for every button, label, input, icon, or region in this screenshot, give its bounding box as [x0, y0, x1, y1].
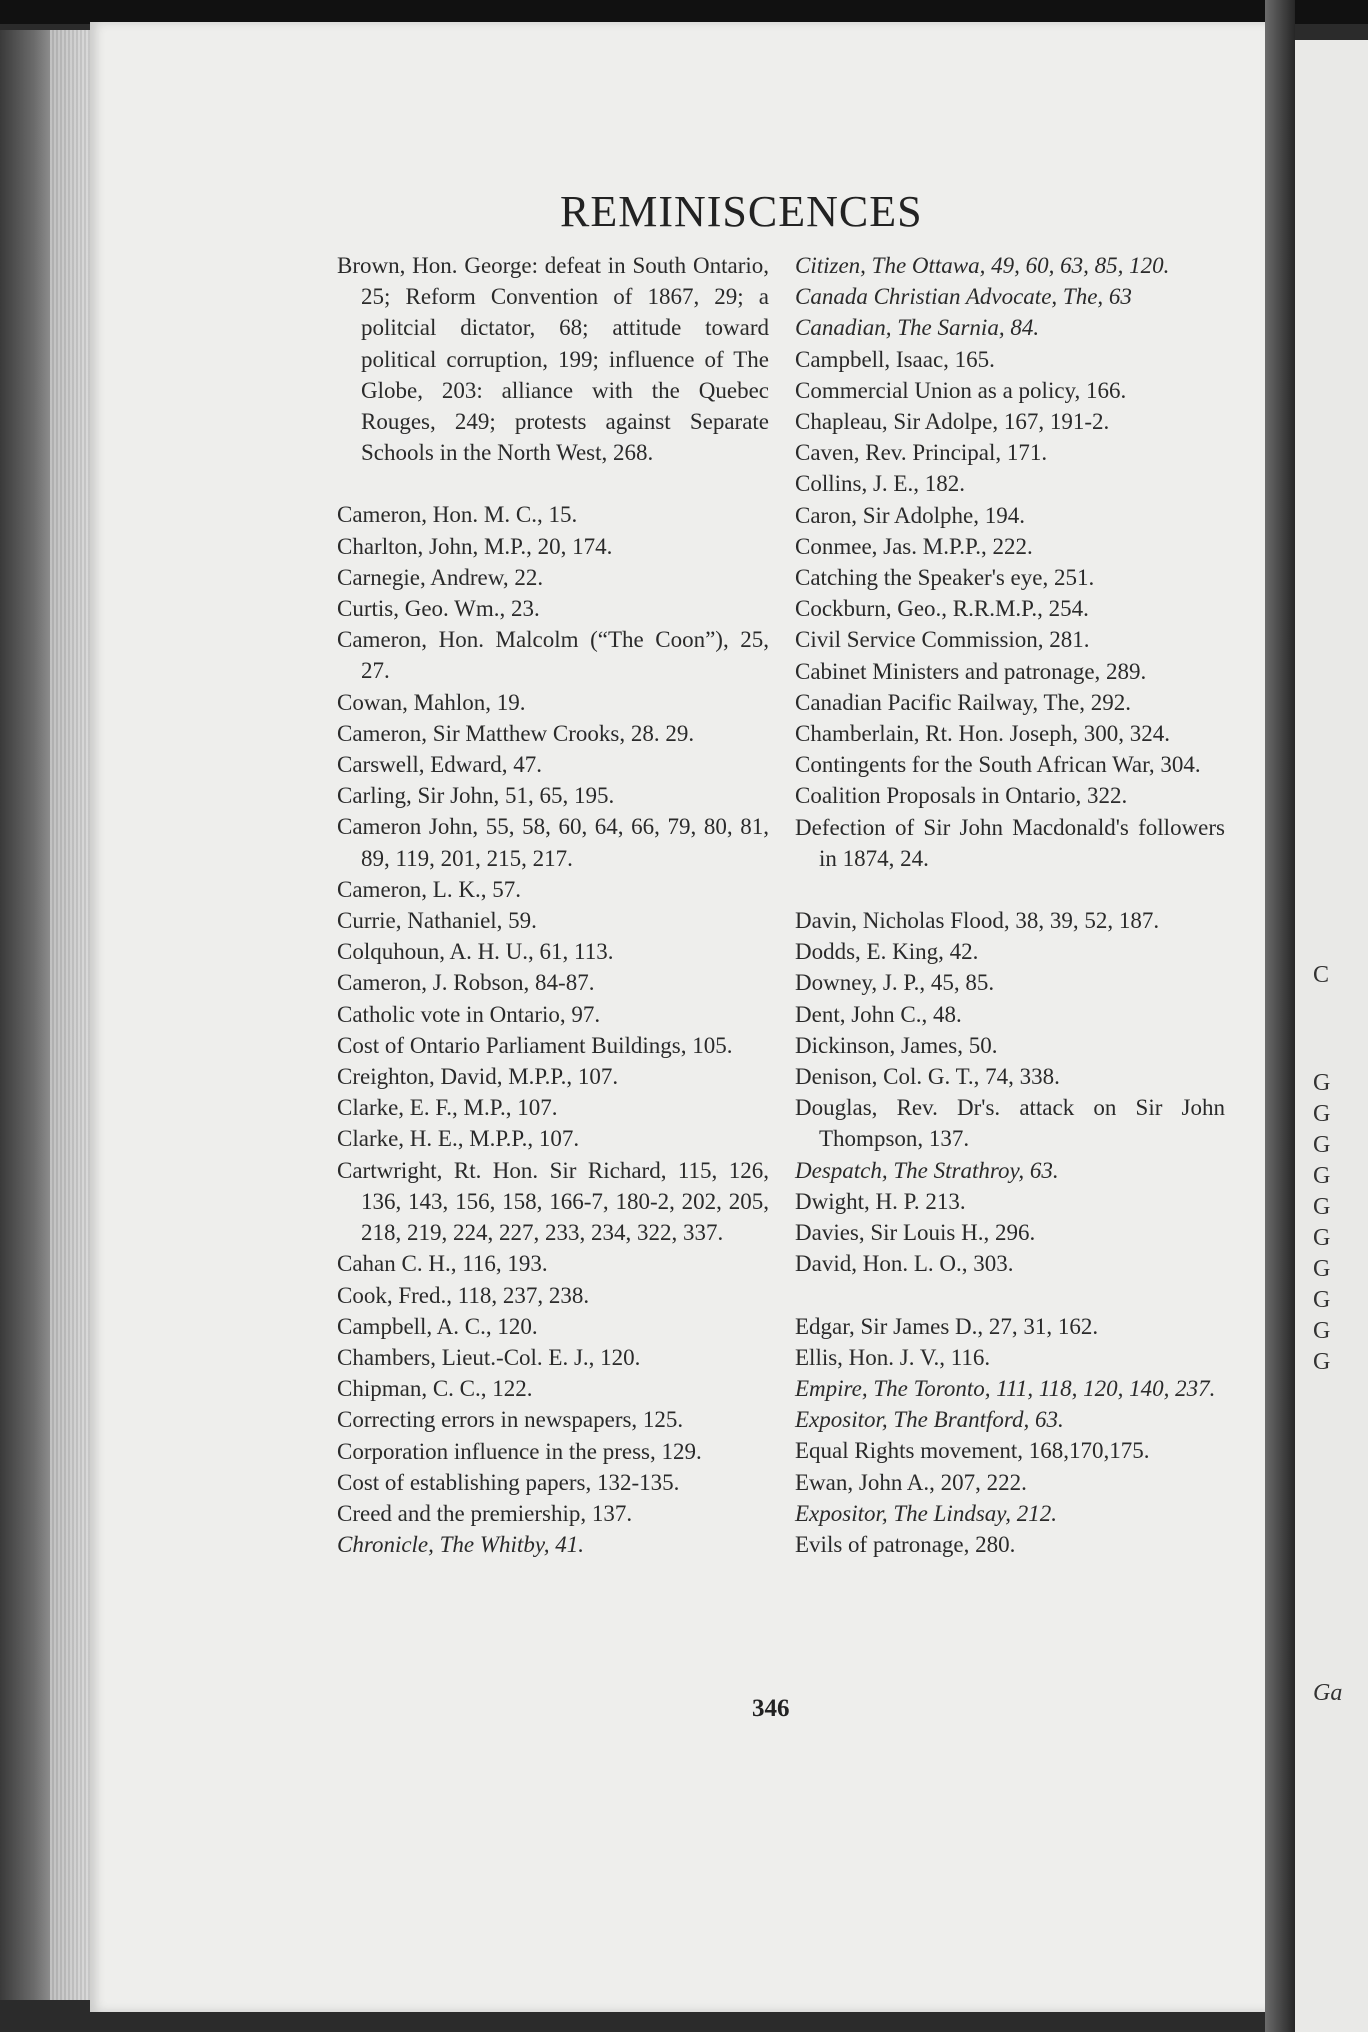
index-entry: Expositor, The Lindsay, 212. [795, 1500, 1057, 1526]
index-entry: Davies, Sir Louis H., 296. [795, 1220, 1036, 1246]
index-entry: Citizen, The Ottawa, 49, 60, 63, 85, 120. [795, 253, 1170, 278]
index-entry: Campbell, A. C., 120. [337, 1313, 538, 1339]
index-entry: Defection of Sir John Macdonald's followers in 1874, 24. [795, 814, 1225, 871]
index-entry: Collins, J. E., 182. [795, 471, 965, 497]
index-entry: Colquhoun, A. H. U., 61, 113. [337, 939, 614, 965]
facing-page-fragment: G [1313, 1132, 1331, 1158]
index-entry: Empire, The Toronto, 111, 118, 120, 140, 237. [795, 1375, 1216, 1401]
index-entry: Dodds, E. King, 42. [795, 939, 979, 965]
index-entry: Brown, Hon. George: defeat in South Ontario, 25; Reform Convention of 1867, 29; a politcial dictator, 68; attitude toward political corruption, 199; influence of The Globe, 203: alliance with the Quebec Rouges, 249; protests against Separate Schools in the North West, 268. [337, 253, 769, 466]
index-entry: Chamberlain, Rt. Hon. Joseph, 300, 324. [795, 721, 1170, 747]
scan-top-border [0, 0, 1368, 24]
facing-page-fragment: G [1313, 1287, 1331, 1313]
index-entry: Campbell, Isaac, 165. [795, 346, 995, 372]
index-entry: Canadian Pacific Railway, The, 292. [795, 689, 1131, 715]
index-entry: Cost of Ontario Parliament Buildings, 105. [337, 1032, 733, 1058]
index-entry: Caron, Sir Adolphe, 194. [795, 502, 1025, 528]
index-entry: Contingents for the South African War, 304. [795, 752, 1201, 778]
page-title: REMINISCENCES [560, 187, 923, 236]
facing-page-fragment: Ga [1313, 1680, 1343, 1706]
index-entry: Cameron, L. K., 57. [337, 876, 521, 902]
facing-page [1295, 40, 1368, 2032]
entry-gap [795, 874, 1225, 905]
index-entry: Ellis, Hon. J. V., 116. [795, 1344, 991, 1370]
facing-page-fragment: G [1313, 1318, 1331, 1344]
index-entry: Creighton, David, M.P.P., 107. [337, 1064, 619, 1090]
index-entry: Cost of establishing papers, 132-135. [337, 1469, 680, 1495]
index-entry: Ewan, John A., 207, 222. [795, 1469, 1027, 1495]
index-column-right [795, 250, 1225, 1560]
index-entry: Edgar, Sir James D., 27, 31, 162. [795, 1313, 1099, 1339]
index-entry: Davin, Nicholas Flood, 38, 39, 52, 187. [795, 908, 1160, 934]
index-entry: Evils of patronage, 280. [795, 1531, 1016, 1557]
index-entry: Cockburn, Geo., R.R.M.P., 254. [795, 596, 1089, 622]
book-spine [0, 30, 95, 2000]
index-entry: Chambers, Lieut.-Col. E. J., 120. [337, 1344, 641, 1370]
index-entry: Chapleau, Sir Adolpe, 167, 191-2. [795, 409, 1110, 435]
index-entry: Catching the Speaker's eye, 251. [795, 565, 1095, 591]
index-entry: Dent, John C., 48. [795, 1001, 962, 1027]
index-entry: Creed and the premiership, 137. [337, 1500, 633, 1526]
index-entry: Cameron, Sir Matthew Crooks, 28. 29. [337, 720, 695, 746]
index-entry: Cameron John, 55, 58, 60, 64, 66, 79, 80, 81, 89, 119, 201, 215, 217. [337, 814, 769, 871]
facing-page-fragment: G [1313, 1101, 1331, 1127]
facing-page-fragment: G [1313, 1070, 1331, 1096]
index-entry: Clarke, E. F., M.P., 107. [337, 1095, 558, 1121]
index-entry: Dwight, H. P. 213. [795, 1188, 966, 1214]
index-entry: Cabinet Ministers and patronage, 289. [795, 658, 1147, 684]
facing-page-fragment: G [1313, 1163, 1331, 1189]
index-entry: Douglas, Rev. Dr's. attack on Sir John Thompson, 137. [795, 1095, 1225, 1152]
index-column-left [337, 250, 769, 1560]
index-entry: David, Hon. L. O., 303. [795, 1251, 1014, 1277]
index-entry: Curtis, Geo. Wm., 23. [337, 596, 540, 622]
index-entry: Canadian, The Sarnia, 84. [795, 315, 1040, 341]
index-entry: Canada Christian Advocate, The, 63 [795, 284, 1132, 310]
index-entry: Catholic vote in Ontario, 97. [337, 1001, 601, 1027]
index-entry: Carnegie, Andrew, 22. [337, 564, 544, 590]
index-entry: Chronicle, The Whitby, 41. [337, 1532, 585, 1558]
index-entry: Expositor, The Brantford, 63. [795, 1407, 1064, 1433]
facing-page-fragment: G [1313, 1194, 1331, 1220]
index-entry: Cartwright, Rt. Hon. Sir Richard, 115, 126, 136, 143, 156, 158, 166-7, 180-2, 202, 205, 218, 219, 224, 227, 233, 234, 322, 337. [337, 1157, 769, 1246]
index-entry: Cameron, Hon. M. C., 15. [337, 502, 578, 528]
index-entry: Clarke, H. E., M.P.P., 107. [337, 1126, 580, 1152]
index-entry: Currie, Nathaniel, 59. [337, 908, 537, 934]
index-entry: Cook, Fred., 118, 237, 238. [337, 1282, 590, 1308]
entry-gap [337, 468, 769, 499]
index-entry: Carling, Sir John, 51, 65, 195. [337, 783, 615, 809]
index-entry: Caven, Rev. Principal, 171. [795, 440, 1048, 466]
index-entry: Chipman, C. C., 122. [337, 1376, 533, 1402]
facing-page-fragment: C [1313, 962, 1330, 988]
index-entry: Conmee, Jas. M.P.P., 222. [795, 533, 1033, 559]
index-entry: Correcting errors in newspapers, 125. [337, 1407, 684, 1433]
index-entry: Equal Rights movement, 168,170,175. [795, 1438, 1150, 1464]
page-edges [50, 30, 95, 2000]
index-entry: Denison, Col. G. T., 74, 338. [795, 1064, 1060, 1090]
facing-page-fragment: G [1313, 1349, 1331, 1375]
index-entry: Coalition Proposals in Ontario, 322. [795, 783, 1128, 809]
index-entry: Cameron, J. Robson, 84-87. [337, 970, 595, 996]
index-entry: Charlton, John, M.P., 20, 174. [337, 533, 613, 559]
facing-page-fragment: G [1313, 1225, 1331, 1251]
index-entry: Cowan, Mahlon, 19. [337, 689, 526, 715]
entry-gap [795, 1280, 1225, 1311]
page-number: 346 [752, 1695, 790, 1722]
index-entry: Civil Service Commission, 281. [795, 627, 1090, 653]
index-entry: Cahan C. H., 116, 193. [337, 1251, 548, 1277]
facing-page-fragment: G [1313, 1256, 1331, 1282]
index-entry: Despatch, The Strathroy, 63. [795, 1157, 1059, 1183]
index-entry: Corporation influence in the press, 129. [337, 1438, 702, 1464]
index-entry: Cameron, Hon. Malcolm (“The Coon”), 25, 27. [337, 627, 769, 684]
index-entry: Downey, J. P., 45, 85. [795, 970, 995, 996]
book-gutter [1265, 0, 1295, 2032]
index-entry: Dickinson, James, 50. [795, 1032, 998, 1058]
index-entry: Commercial Union as a policy, 166. [795, 377, 1127, 403]
index-entry: Carswell, Edward, 47. [337, 752, 543, 778]
